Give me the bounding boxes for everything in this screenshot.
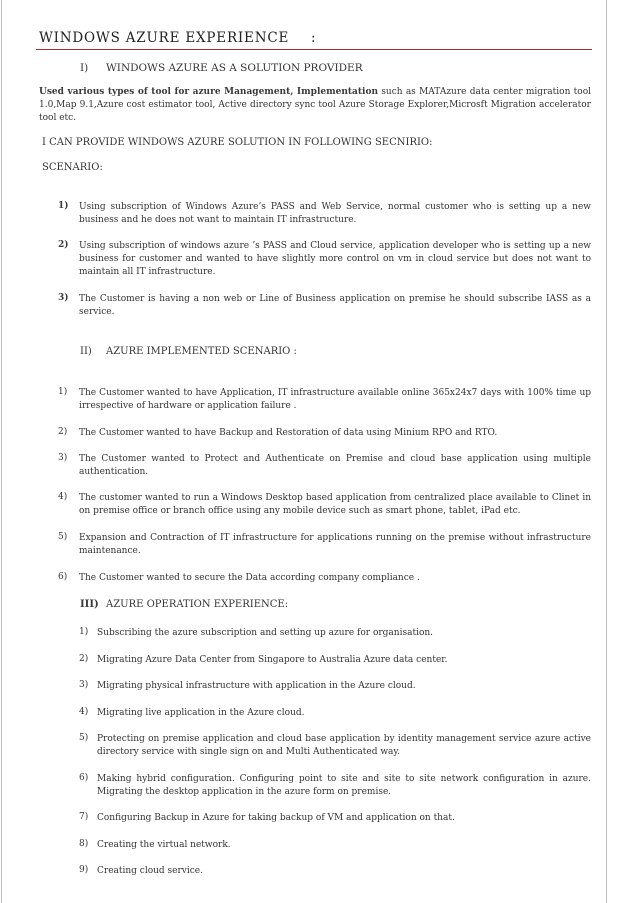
operation-1-text: Subscribing the azure subscription and setting up azure for organisation. [97,628,434,638]
section-1-intro-rest: such as MATAzure data center migration tool 1.0,Map 9.1,Azure cost estimator tool, Active directory sync tool Azure Storage Explorer,Microsft Migration accelerator tool etc. [39,87,591,123]
operation-3-text: Migrating physical infrastructure with application in the Azure cloud. [97,681,416,691]
implemented-1-text: The Customer wanted to have Application, IT infrastructure available online 365x24x7 days with 100% time up irrespective of hardware or application failure . [79,388,591,411]
implemented-2-text: The Customer wanted to have Backup and Restoration of data using Minium RPO and RTO. [79,428,498,438]
operation-3-number: 3) [79,680,89,690]
operation-9-number: 9) [79,865,89,875]
implemented-3-text: The Customer wanted to Protect and Authenticate on Premise and cloud base application using multiple authentication. [79,454,591,477]
operation-4-text: Migrating live application in the Azure cloud. [97,708,305,718]
implemented-1-number: 1) [58,387,68,397]
operation-4-number: 4) [79,707,89,717]
operation-1-number: 1) [79,627,89,637]
operation-7-number: 7) [79,812,89,822]
scenario-1-text: Using subscription of Windows Azure’s PASS and Web Service, normal customer who is setting up a new business and he does not want to maintain IT infrastructure. [79,202,591,225]
operation-5-number: 5) [79,733,89,743]
implemented-2-number: 2) [58,427,68,437]
operation-5-text: Protecting on premise application and cloud base application by identity management service azure active directory service with single sign on and Multi Authenticated way. [97,734,591,757]
section-2-number: II) [80,346,92,357]
operation-6-text: Making hybrid configuration. Configuring point to site and site to site network configuration in azure. Migrating the desktop application in the azure form on premise. [97,774,591,797]
implemented-6-number: 6) [58,572,68,582]
section-3-number: III) [80,599,99,610]
operation-6-number: 6) [79,773,89,783]
section-1-heading: WINDOWS AZURE AS A SOLUTION PROVIDER [106,62,363,74]
provide-heading: I CAN PROVIDE WINDOWS AZURE SOLUTION IN FOLLOWING SECNIRIO: [42,137,433,148]
section-1-intro [39,86,591,125]
operation-8-text: Creating the virtual network. [97,840,231,850]
implemented-5-number: 5) [58,532,68,542]
implemented-4-text: The customer wanted to run a Windows Desktop based application from centralized place available to Clinet in on premise office or branch office using any mobile device such as smart phone, tablet, iPad etc. [79,493,591,516]
scenario-2-number: 2) [58,240,69,250]
page-title [39,30,317,46]
scenario-3-number: 3) [58,293,69,303]
operation-2-number: 2) [79,654,89,664]
scenario-2-text: Using subscription of windows azure ’s PASS and Cloud service, application developer who is setting up a new business for customer and wanted to have slightly more control on vm in cloud service but does not want to maintain all IT infrastructure. [79,241,591,277]
operation-7-text: Configuring Backup in Azure for taking backup of VM and application on that. [97,813,455,823]
scenario-label: SCENARIO: [42,162,103,173]
section-1-intro-bold: Used various types of tool for azure Management, Implementation [39,87,379,97]
implemented-6-text: The Customer wanted to secure the Data according company compliance . [79,573,420,583]
scenario-3-text: The Customer is having a non web or Line of Business application on premise he should subscribe IASS as a service. [79,294,591,317]
page-title-text: WINDOWS AZURE EXPERIENCE [39,30,290,46]
implemented-4-number: 4) [58,492,68,502]
section-3-heading: AZURE OPERATION EXPERIENCE: [106,599,289,610]
scenario-1-number: 1) [58,201,69,211]
operation-9-text: Creating cloud service. [97,866,203,876]
operation-2-text: Migrating Azure Data Center from Singapore to Australia Azure data center. [97,655,448,665]
title-underline [36,49,592,50]
implemented-3-number: 3) [58,453,68,463]
page-title-colon: : [311,30,317,46]
section-2-heading: AZURE IMPLEMENTED SCENARIO : [106,346,297,357]
implemented-5-text: Expansion and Contraction of IT infrastructure for applications running on the premise without infrastructure maintenance. [79,533,591,556]
section-1-number: I) [80,62,89,74]
operation-8-number: 8) [79,839,89,849]
